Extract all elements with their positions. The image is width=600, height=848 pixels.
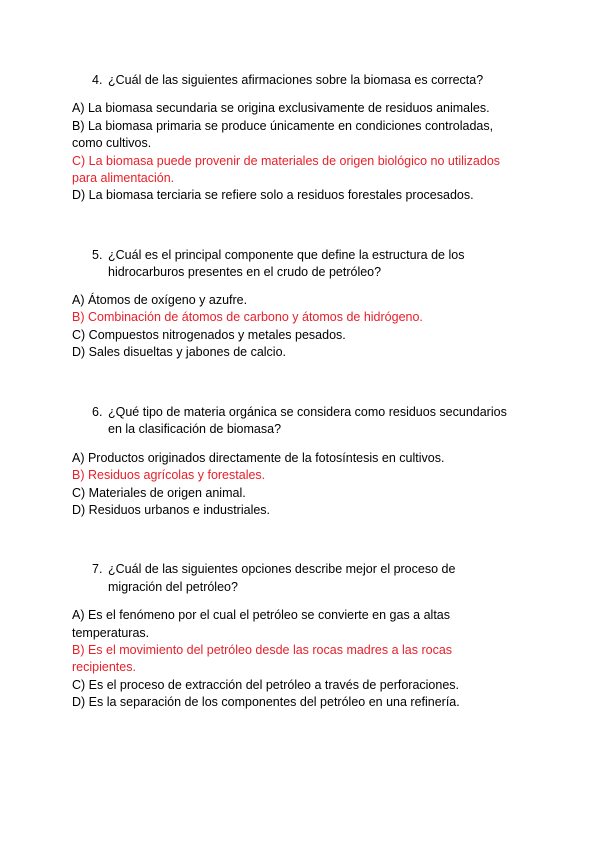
option-c-correct-continued: para alimentación. — [72, 171, 175, 185]
option-b-correct: B) Es el movimiento del petróleo desde las rocas madres a las rocas — [72, 643, 453, 657]
option-b-correct-continued: recipientes. — [72, 660, 136, 674]
option-b-correct: B) Residuos agrícolas y forestales. — [72, 468, 266, 482]
option-a: A) Productos originados directamente de la fotosíntesis en cultivos. — [72, 451, 445, 465]
option-a: A) Es el fenómeno por el cual el petróleo se convierte en gas a altas — [72, 608, 450, 622]
question-text: ¿Cuál es el principal componente que define la estructura de los — [108, 248, 465, 262]
option-b-continued: como cultivos. — [72, 136, 152, 150]
question-text: ¿Qué tipo de materia orgánica se considera como residuos secundarios — [108, 405, 507, 419]
question-text: ¿Cuál de las siguientes afirmaciones sobre la biomasa es correcta? — [108, 73, 484, 87]
option-b: B) La biomasa primaria se produce únicamente en condiciones controladas, — [72, 119, 494, 133]
option-c: C) Es el proceso de extracción del petróleo a través de perforaciones. — [72, 678, 460, 692]
question-text-continued: hidrocarburos presentes en el crudo de petróleo? — [108, 265, 382, 279]
option-b-correct: B) Combinación de átomos de carbono y átomos de hidrógeno. — [72, 310, 423, 324]
option-a: A) La biomasa secundaria se origina exclusivamente de residuos animales. — [72, 101, 490, 115]
question-number: 7. — [92, 562, 103, 576]
option-a: A) Átomos de oxígeno y azufre. — [72, 293, 248, 307]
option-d: D) Residuos urbanos e industriales. — [72, 503, 271, 517]
question-number: 5. — [92, 248, 103, 262]
option-c: C) Materiales de origen animal. — [72, 486, 246, 500]
option-c-correct: C) La biomasa puede provenir de materiales de origen biológico no utilizados — [72, 154, 501, 168]
option-d: D) La biomasa terciaria se refiere solo a residuos forestales procesados. — [72, 188, 474, 202]
question-text: ¿Cuál de las siguientes opciones describe mejor el proceso de — [108, 562, 456, 576]
option-a-continued: temperaturas. — [72, 626, 150, 640]
question-text-continued: en la clasificación de biomasa? — [108, 422, 282, 436]
question-number: 6. — [92, 405, 103, 419]
question-number: 4. — [92, 73, 103, 87]
question-text-continued: migración del petróleo? — [108, 580, 238, 594]
option-d: D) Es la separación de los componentes del petróleo en una refinería. — [72, 695, 460, 709]
option-d: D) Sales disueltas y jabones de calcio. — [72, 345, 287, 359]
option-c: C) Compuestos nitrogenados y metales pesados. — [72, 328, 346, 342]
